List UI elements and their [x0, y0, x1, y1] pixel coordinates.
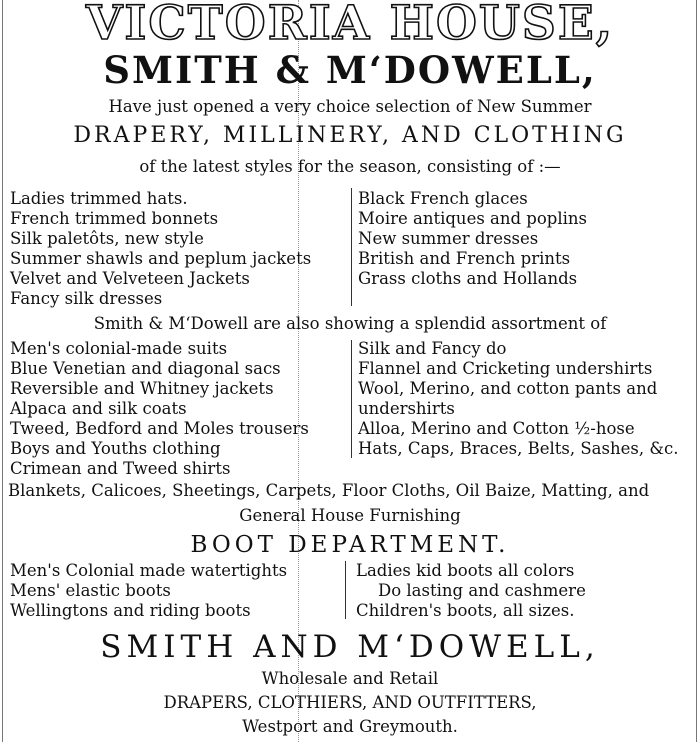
store-title: VICTORIA HOUSE,	[85, 0, 615, 51]
list-item: British and French prints	[358, 249, 571, 268]
season-line: of the latest styles for the season, consisting of :—	[139, 157, 561, 176]
intro-line: Have just opened a very choice selection of New Summer	[108, 97, 592, 116]
boot-department-heading: BOOT DEPARTMENT.	[190, 532, 510, 558]
section1-left-list	[10, 189, 311, 309]
section2-left-list	[10, 339, 309, 479]
list-item: Mens' elastic boots	[10, 581, 171, 600]
boot-right-list	[356, 561, 586, 621]
list-item: Children's boots, all sizes.	[356, 601, 575, 620]
section2-right-list	[358, 339, 679, 459]
list-item: Crimean and Tweed shirts	[10, 459, 231, 478]
list-item: Alpaca and silk coats	[10, 399, 187, 418]
list-item: Hats, Caps, Braces, Belts, Sashes, &c.	[358, 439, 679, 458]
list-item: Wellingtons and riding boots	[10, 601, 251, 620]
list-item: Grass cloths and Hollands	[358, 269, 578, 288]
list-item: Men's Colonial made watertights	[10, 561, 288, 580]
list-item: Ladies trimmed hats.	[10, 189, 188, 208]
list-item: Blue Venetian and diagonal sacs	[10, 359, 281, 378]
list-item: New summer dresses	[358, 229, 539, 248]
locations-line: Westport and Greymouth.	[242, 717, 458, 736]
list-item: Silk and Fancy do	[358, 339, 507, 358]
list-item: Ladies kid boots all colors	[356, 561, 575, 580]
section1-right-list	[358, 189, 587, 289]
list-item: Velvet and Velveteen Jackets	[10, 269, 250, 288]
assortment-line: Smith & M‘Dowell are also showing a splendid assortment of	[93, 314, 607, 333]
list-item: Fancy silk dresses	[10, 289, 163, 308]
list-item: Tweed, Bedford and Moles trousers	[10, 419, 309, 438]
list-item: Do lasting and cashmere	[378, 581, 586, 600]
list-item: Summer shawls and peplum jackets	[10, 249, 312, 268]
list-item: French trimmed bonnets	[10, 209, 219, 228]
list-item: Boys and Youths clothing	[10, 439, 221, 458]
column-divider	[351, 340, 352, 458]
house-furnishing-line: General House Furnishing	[239, 506, 461, 525]
list-item: Alloa, Merino and Cotton ½-hose	[358, 419, 635, 438]
list-item: Wool, Merino, and cotton pants and	[358, 379, 658, 398]
column-divider	[345, 561, 346, 619]
list-item: Black French glaces	[358, 189, 528, 208]
column-divider	[351, 188, 352, 306]
trades-line: DRAPERS, CLOTHIERS, AND OUTFITTERS,	[163, 693, 537, 712]
household-goods-line: Blankets, Calicoes, Sheetings, Carpets, Floor Cloths, Oil Baize, Matting, and	[8, 481, 650, 500]
list-item: undershirts	[358, 399, 455, 418]
firm-name: SMITH & M‘DOWELL,	[103, 48, 597, 92]
drapery-heading: DRAPERY, MILLINERY, AND CLOTHING	[73, 123, 627, 148]
boot-left-list	[10, 561, 287, 621]
footer-firm-name: SMITH AND M‘DOWELL,	[100, 629, 600, 665]
list-item: Men's colonial-made suits	[10, 339, 228, 358]
list-item: Silk paletôts, new style	[10, 229, 204, 248]
list-item: Flannel and Cricketing undershirts	[358, 359, 653, 378]
list-item: Moire antiques and poplins	[358, 209, 588, 228]
list-item: Reversible and Whitney jackets	[10, 379, 274, 398]
wholesale-line: Wholesale and Retail	[261, 669, 439, 688]
